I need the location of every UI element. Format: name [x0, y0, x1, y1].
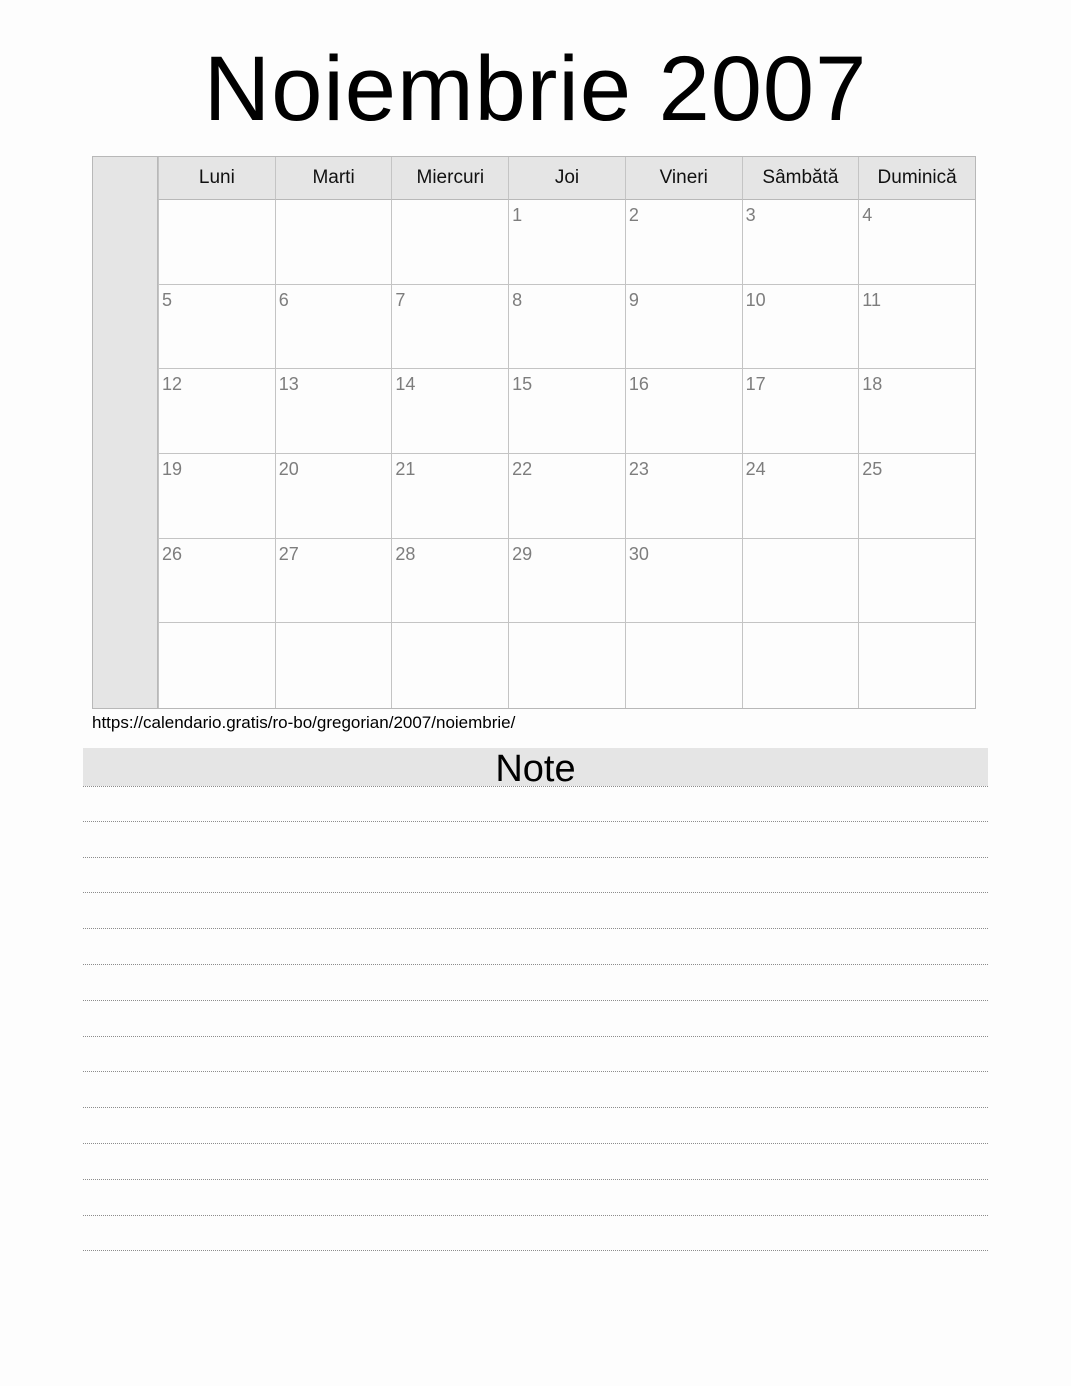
weekday-header: Joi — [508, 157, 625, 200]
weekday-header: Miercuri — [391, 157, 508, 200]
day-cell — [275, 285, 392, 370]
day-cell — [275, 623, 392, 708]
note-line — [83, 1037, 988, 1073]
day-cell — [508, 539, 625, 624]
day-cell — [158, 200, 275, 285]
day-number: 26 — [162, 543, 183, 564]
day-cell — [742, 285, 859, 370]
day-cell — [625, 623, 742, 708]
day-cell — [858, 369, 975, 454]
week-side-column — [93, 157, 158, 708]
day-number: 17 — [745, 374, 766, 395]
calendar-grid — [92, 156, 976, 709]
day-cell — [508, 200, 625, 285]
day-number: 14 — [395, 374, 416, 395]
day-cell — [508, 369, 625, 454]
day-cell — [858, 285, 975, 370]
source-url[interactable]: https://calendario.gratis/ro-bo/gregorian/2007/noiembrie/ — [92, 713, 516, 732]
day-cell — [508, 454, 625, 539]
day-number: 19 — [162, 458, 183, 479]
note-line — [83, 822, 988, 858]
day-cell — [158, 369, 275, 454]
day-cell — [275, 200, 392, 285]
day-cell — [391, 200, 508, 285]
day-cell — [508, 623, 625, 708]
day-cell — [858, 454, 975, 539]
weekday-header: Sâmbătă — [742, 157, 859, 200]
day-number: 6 — [278, 289, 289, 310]
note-line — [83, 1001, 988, 1037]
day-number: 27 — [278, 543, 299, 564]
note-line — [83, 929, 988, 965]
day-number: 10 — [745, 289, 766, 310]
day-number: 9 — [628, 289, 639, 310]
day-number: 21 — [395, 458, 416, 479]
day-number: 13 — [278, 374, 299, 395]
note-line — [83, 1144, 988, 1180]
day-cell — [742, 369, 859, 454]
weekday-header: Duminică — [858, 157, 975, 200]
day-number: 24 — [745, 458, 766, 479]
day-cell — [742, 200, 859, 285]
day-cell — [742, 539, 859, 624]
day-number: 8 — [512, 289, 523, 310]
calendar-title: Noiembrie 2007 — [203, 38, 868, 140]
note-line — [83, 1216, 988, 1252]
day-number: 15 — [512, 374, 533, 395]
day-cell — [158, 454, 275, 539]
day-cell — [625, 285, 742, 370]
day-cell — [625, 369, 742, 454]
day-cell — [158, 539, 275, 624]
day-number: 16 — [628, 374, 649, 395]
weekday-header: Marti — [275, 157, 392, 200]
day-number: 18 — [862, 374, 883, 395]
day-cell — [158, 623, 275, 708]
day-number: 22 — [512, 458, 533, 479]
notes-heading: Note — [83, 748, 988, 786]
day-number: 25 — [862, 458, 883, 479]
weekday-header: Vineri — [625, 157, 742, 200]
day-number: 1 — [512, 205, 523, 225]
day-cell — [158, 285, 275, 370]
day-cell — [391, 539, 508, 624]
day-number: 4 — [862, 205, 873, 225]
day-cell — [858, 200, 975, 285]
day-number: 5 — [162, 289, 173, 310]
day-number: 28 — [395, 543, 416, 564]
day-number: 12 — [162, 374, 183, 395]
day-cell — [275, 539, 392, 624]
day-cell — [391, 369, 508, 454]
day-cell — [275, 369, 392, 454]
notes-lines — [83, 786, 988, 1251]
day-cell — [391, 454, 508, 539]
day-cell — [625, 454, 742, 539]
day-number: 3 — [745, 205, 756, 225]
note-line — [83, 965, 988, 1001]
day-cell — [858, 623, 975, 708]
note-line — [83, 1180, 988, 1216]
note-line — [83, 1072, 988, 1108]
day-cell — [625, 539, 742, 624]
day-number: 2 — [628, 205, 639, 225]
day-cell — [742, 454, 859, 539]
note-line — [83, 786, 988, 822]
day-cell — [625, 200, 742, 285]
day-cell — [391, 285, 508, 370]
day-number: 11 — [862, 289, 881, 310]
day-cell — [275, 454, 392, 539]
day-number: 30 — [628, 543, 649, 564]
day-number: 29 — [512, 543, 533, 564]
note-line — [83, 1108, 988, 1144]
day-cell — [742, 623, 859, 708]
day-cell — [391, 623, 508, 708]
note-line — [83, 893, 988, 929]
day-number: 23 — [628, 458, 649, 479]
day-number: 20 — [278, 458, 299, 479]
day-number: 7 — [395, 289, 406, 310]
weekday-header: Luni — [158, 157, 275, 200]
day-cell — [508, 285, 625, 370]
day-cell — [858, 539, 975, 624]
note-line — [83, 858, 988, 894]
